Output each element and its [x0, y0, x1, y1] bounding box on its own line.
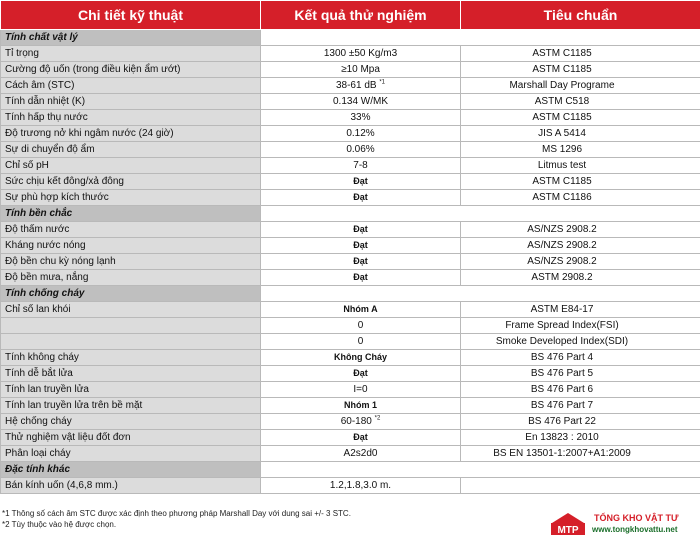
result-value: 0.12%	[346, 128, 375, 139]
result-cell	[261, 94, 461, 110]
spec-name-cell: Cường độ uốn (trong điều kiện ẩm ướt)	[1, 62, 261, 78]
standard-cell: ASTM E84-17	[461, 302, 700, 318]
spec-name-cell: Tính lan truyền lửa	[1, 382, 261, 398]
standard-cell: Frame Spread Index(FSI)	[461, 318, 700, 334]
result-value: Đạt	[353, 224, 368, 234]
spec-name-cell: Tính hấp thụ nước	[1, 110, 261, 126]
standard-cell: AS/NZS 2908.2	[461, 222, 700, 238]
result-value: 0.134 W/MK	[332, 96, 389, 107]
spec-name-cell: Tỉ trọng	[1, 46, 261, 62]
section-fill	[261, 286, 700, 302]
mtp-logo-icon	[548, 511, 588, 539]
logo-url: www.tongkhovattu.net	[592, 525, 678, 534]
section-row	[1, 286, 700, 302]
result-cell	[261, 46, 461, 62]
result-cell	[261, 414, 461, 430]
table-row	[1, 62, 700, 78]
spec-name-cell: Tính lan truyền lửa trên bề mặt	[1, 398, 261, 414]
table-row	[1, 350, 700, 366]
standard-cell: ASTM C518	[461, 94, 700, 110]
spec-name-cell: Sự di chuyển độ ẩm	[1, 142, 261, 158]
section-row	[1, 206, 700, 222]
standard-cell: ASTM C1185	[461, 62, 700, 78]
spec-name-cell: Cách âm (STC)	[1, 78, 261, 94]
result-cell	[261, 222, 461, 238]
section-title: Tính chống cháy	[1, 286, 261, 302]
result-cell	[261, 350, 461, 366]
spec-name-cell: Độ trương nở khi ngâm nước (24 giờ)	[1, 126, 261, 142]
result-cell	[261, 302, 461, 318]
result-value: 7-8	[353, 160, 368, 171]
footnotes	[2, 508, 351, 530]
result-value: Đạt	[353, 240, 368, 250]
table-row	[1, 110, 700, 126]
section-fill	[261, 206, 700, 222]
result-value: 0.06%	[346, 144, 375, 155]
table-row	[1, 334, 700, 350]
result-value: 1300 ±50 Kg/m3	[323, 48, 398, 59]
footnote-marker: *2	[374, 415, 381, 422]
table-row	[1, 366, 700, 382]
table-row	[1, 190, 700, 206]
table-row	[1, 414, 700, 430]
result-value: 1.2,1.8,3.0 m.	[329, 480, 392, 491]
result-value: Đạt	[353, 368, 368, 378]
section-title: Tính bền chắc	[1, 206, 261, 222]
table-row	[1, 270, 700, 286]
brand-logo	[548, 511, 698, 539]
standard-cell	[461, 478, 700, 494]
standard-cell: En 13823 : 2010	[461, 430, 700, 446]
table-row	[1, 94, 700, 110]
table-row	[1, 254, 700, 270]
footnote-marker: *1	[379, 79, 386, 86]
result-value: 38-61 dB	[335, 80, 377, 91]
table-row	[1, 478, 700, 494]
standard-cell: ASTM C1185	[461, 46, 700, 62]
result-cell	[261, 478, 461, 494]
result-value: Nhóm A	[343, 304, 378, 314]
result-cell	[261, 174, 461, 190]
footnote-1: *1 Thông số cách âm STC được xác định theo phương pháp Marshall Day với dung sai +/- 3 STC.	[2, 509, 351, 518]
spec-name-cell: Tính không cháy	[1, 350, 261, 366]
result-cell	[261, 334, 461, 350]
header-test-result: Kết quả thử nghiệm	[261, 1, 461, 30]
result-cell	[261, 254, 461, 270]
standard-cell: BS 476 Part 7	[461, 398, 700, 414]
result-value: 60-180	[340, 416, 372, 427]
section-fill	[261, 30, 700, 46]
table-row	[1, 126, 700, 142]
result-value: Đạt	[353, 176, 368, 186]
spec-name-cell: Chỉ số pH	[1, 158, 261, 174]
table-row	[1, 222, 700, 238]
standard-cell: MS 1296	[461, 142, 700, 158]
result-value: ≥10 Mpa	[341, 64, 380, 75]
result-value: 33%	[350, 112, 371, 123]
table-row	[1, 238, 700, 254]
spec-name-cell: Hệ chống cháy	[1, 414, 261, 430]
section-title: Đặc tính khác	[1, 462, 261, 478]
result-value: Đạt	[353, 192, 368, 202]
result-cell	[261, 62, 461, 78]
result-cell	[261, 190, 461, 206]
result-cell	[261, 110, 461, 126]
table-row	[1, 142, 700, 158]
section-fill	[261, 462, 700, 478]
spec-name-cell: Phân loại cháy	[1, 446, 261, 462]
standard-cell: AS/NZS 2908.2	[461, 238, 700, 254]
spec-name-cell: Tính dễ bắt lửa	[1, 366, 261, 382]
standard-cell: ASTM C1186	[461, 190, 700, 206]
table-row	[1, 382, 700, 398]
logo-title: TỔNG KHO VẬT TƯ	[594, 513, 679, 523]
result-value: 0	[357, 336, 364, 347]
standard-cell: ASTM C1185	[461, 110, 700, 126]
header-spec-detail: Chi tiết kỹ thuật	[1, 1, 261, 30]
spec-name-cell: Sức chịu kết đông/xả đông	[1, 174, 261, 190]
standard-cell: BS EN 13501-1:2007+A1:2009	[461, 446, 700, 462]
section-row	[1, 462, 700, 478]
table-row	[1, 302, 700, 318]
result-cell	[261, 382, 461, 398]
table-header-row	[1, 1, 700, 30]
footnote-2: *2 Tùy thuộc vào hệ được chọn.	[2, 520, 117, 529]
spec-name-cell: Độ bền mưa, nắng	[1, 270, 261, 286]
result-value: Đạt	[353, 272, 368, 282]
spec-name-cell: Thử nghiệm vật liệu đốt đơn	[1, 430, 261, 446]
spec-name-cell	[1, 334, 261, 350]
standard-cell: ASTM C1185	[461, 174, 700, 190]
spec-name-cell: Sự phù hợp kích thước	[1, 190, 261, 206]
result-cell	[261, 366, 461, 382]
logo-mark-text: MTP	[557, 525, 579, 536]
spec-name-cell: Độ thấm nước	[1, 222, 261, 238]
spec-name-cell: Kháng nước nóng	[1, 238, 261, 254]
section-title: Tính chất vật lý	[1, 30, 261, 46]
table-row	[1, 78, 700, 94]
table-row	[1, 430, 700, 446]
spec-name-cell: Chỉ số lan khói	[1, 302, 261, 318]
table-row	[1, 46, 700, 62]
spec-name-cell	[1, 318, 261, 334]
spec-name-cell: Độ bền chu kỳ nóng lạnh	[1, 254, 261, 270]
result-cell	[261, 270, 461, 286]
result-cell	[261, 398, 461, 414]
header-standard: Tiêu chuẩn	[461, 1, 700, 30]
spec-name-cell: Tính dẫn nhiệt (K)	[1, 94, 261, 110]
spec-table-body	[1, 30, 700, 494]
standard-cell: Litmus test	[461, 158, 700, 174]
result-cell	[261, 78, 461, 94]
result-cell	[261, 430, 461, 446]
standard-cell: BS 476 Part 4	[461, 350, 700, 366]
standard-cell: BS 476 Part 5	[461, 366, 700, 382]
result-value: 0	[357, 320, 364, 331]
result-cell	[261, 318, 461, 334]
result-value: A2s2d0	[343, 448, 378, 459]
standard-cell: JIS A 5414	[461, 126, 700, 142]
result-cell	[261, 126, 461, 142]
table-row	[1, 318, 700, 334]
result-value: Không Cháy	[334, 352, 387, 362]
standard-cell: ASTM 2908.2	[461, 270, 700, 286]
table-row	[1, 158, 700, 174]
result-cell	[261, 142, 461, 158]
result-value: Đạt	[353, 432, 368, 442]
result-cell	[261, 238, 461, 254]
table-row	[1, 174, 700, 190]
table-row	[1, 398, 700, 414]
result-cell	[261, 446, 461, 462]
result-value: Đạt	[353, 256, 368, 266]
standard-cell: BS 476 Part 22	[461, 414, 700, 430]
spec-name-cell: Bán kính uốn (4,6,8 mm.)	[1, 478, 261, 494]
section-row	[1, 30, 700, 46]
result-value: I=0	[353, 384, 368, 395]
standard-cell: Marshall Day Programe	[461, 78, 700, 94]
standard-cell: Smoke Developed Index(SDI)	[461, 334, 700, 350]
standard-cell: AS/NZS 2908.2	[461, 254, 700, 270]
result-value: Nhóm 1	[343, 400, 377, 410]
result-cell	[261, 158, 461, 174]
table-row	[1, 446, 700, 462]
standard-cell: BS 476 Part 6	[461, 382, 700, 398]
